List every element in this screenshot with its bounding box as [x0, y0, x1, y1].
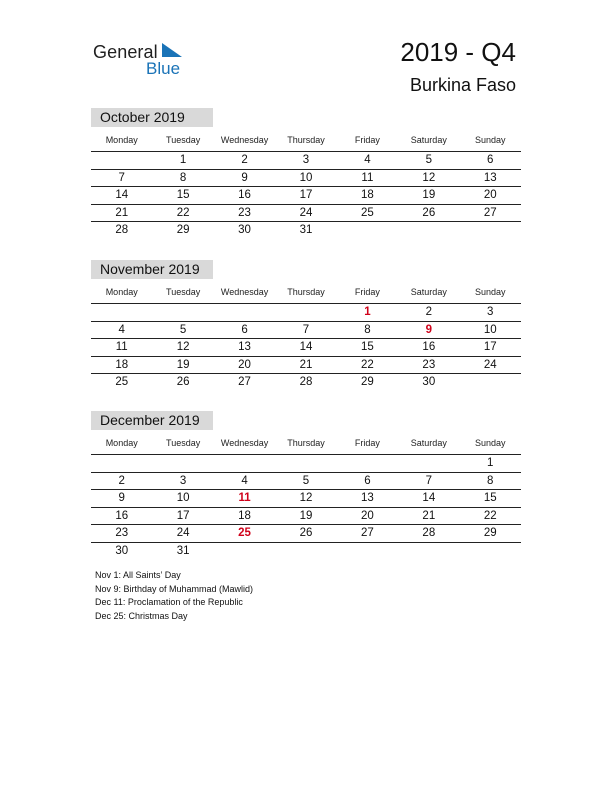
day-cell: 6: [364, 474, 371, 487]
day-cell: 22: [361, 358, 374, 371]
day-cell: [214, 543, 275, 560]
weekday-label: Thursday: [287, 438, 325, 448]
day-cell: 23: [115, 527, 129, 539]
weekday-label: Monday: [105, 287, 138, 297]
day-cell: 24: [176, 527, 190, 539]
week-row: [91, 339, 521, 357]
day-cell: 12: [422, 171, 436, 184]
weeks: [91, 455, 521, 559]
week-row: [91, 357, 521, 375]
day-cell: [398, 543, 459, 560]
day-cell: 2: [118, 474, 125, 487]
day-cell: 24: [483, 358, 497, 371]
day-cell: 20: [361, 509, 374, 522]
day-cell: 15: [361, 341, 374, 353]
logo-triangle-icon: [162, 43, 182, 59]
day-cell: 9: [425, 323, 433, 336]
day-cell: 29: [361, 376, 374, 388]
weekday-label: Saturday: [410, 287, 447, 297]
day-cell: 7: [302, 323, 310, 336]
weekday-label: Wednesday: [220, 287, 269, 297]
week-row: [91, 543, 521, 560]
weekday-label: Tuesday: [166, 438, 201, 448]
day-cell: 25: [361, 206, 374, 219]
day-cell: 29: [483, 527, 497, 539]
month-october: [91, 108, 521, 239]
day-cell: 7: [118, 171, 125, 184]
day-cell: 10: [299, 171, 313, 184]
day-cell: [91, 455, 152, 472]
logo-text-general: General: [93, 42, 158, 62]
day-cell: 27: [483, 206, 497, 219]
day-cell: [460, 222, 521, 239]
week-row: [91, 455, 521, 473]
day-cell: 1: [487, 457, 494, 469]
day-cell: 18: [115, 358, 129, 371]
day-cell: 16: [115, 509, 129, 522]
day-cell: 28: [299, 376, 313, 388]
holiday-note: Nov 9: Birthday of Muhammad (Mawlid): [95, 583, 254, 594]
day-cell: 3: [179, 474, 187, 487]
holiday-note: Dec 25: Christmas Day: [95, 610, 188, 621]
weekday-header: [91, 129, 521, 152]
week-row: [91, 304, 521, 322]
day-cell: [460, 374, 521, 391]
day-cell: 5: [179, 323, 187, 336]
day-cell: 7: [425, 474, 433, 487]
day-cell: 6: [241, 323, 248, 336]
day-cell: 30: [422, 376, 436, 388]
day-cell: [337, 222, 398, 239]
day-cell: [91, 304, 152, 321]
month-december: [91, 411, 521, 559]
day-cell: [337, 543, 398, 560]
generalblue-logo: [93, 40, 193, 80]
month-november: [91, 260, 521, 391]
day-cell: 13: [238, 341, 251, 353]
weekday-header: [91, 432, 521, 455]
day-cell: 28: [115, 224, 129, 236]
month-title: November 2019: [91, 260, 213, 279]
day-cell: 22: [483, 509, 497, 522]
day-cell: 23: [422, 358, 436, 371]
day-cell: 18: [238, 509, 251, 522]
day-cell: 10: [176, 492, 190, 504]
day-cell: [460, 543, 521, 560]
weekday-label: Sunday: [474, 438, 506, 448]
day-cell: [214, 455, 275, 472]
week-row: [91, 187, 521, 205]
day-cell: [152, 455, 213, 472]
day-cell: [214, 304, 275, 321]
day-cell: 1: [364, 306, 371, 318]
day-cell: 4: [364, 154, 371, 166]
day-cell: 31: [299, 224, 313, 236]
day-cell: 21: [299, 358, 313, 371]
day-cell: 26: [176, 376, 190, 388]
day-cell: 21: [115, 206, 129, 219]
day-cell: 18: [361, 189, 374, 201]
day-cell: [152, 304, 213, 321]
day-cell: [275, 455, 336, 472]
day-cell: 3: [487, 306, 494, 318]
weekday-label: Friday: [354, 287, 380, 297]
day-cell: 13: [361, 492, 374, 504]
weekday-label: Thursday: [287, 135, 325, 145]
day-cell: 5: [302, 474, 310, 487]
day-cell: 2: [241, 154, 248, 166]
day-cell: 6: [487, 154, 494, 166]
holiday-notes: [95, 569, 253, 623]
day-cell: 15: [176, 189, 190, 201]
logo-text-blue: Blue: [146, 59, 181, 78]
day-cell: 4: [118, 323, 125, 336]
holiday-note: Dec 11: Proclamation of the Republic: [95, 597, 243, 607]
day-cell: 9: [241, 171, 248, 184]
day-cell: 14: [299, 341, 313, 353]
day-cell: 14: [422, 492, 436, 504]
weekday-label: Friday: [354, 135, 380, 145]
day-cell: [275, 543, 336, 560]
day-cell: 8: [364, 323, 371, 336]
page-title: 2019 - Q4: [400, 37, 516, 67]
weeks: [91, 152, 521, 239]
day-cell: 30: [238, 224, 251, 236]
day-cell: 23: [238, 206, 251, 219]
day-cell: 27: [238, 376, 251, 388]
day-cell: 17: [483, 341, 497, 353]
week-row: [91, 508, 521, 526]
day-cell: 24: [299, 206, 313, 219]
day-cell: 29: [176, 224, 190, 236]
day-cell: 19: [422, 189, 436, 201]
day-cell: 30: [115, 544, 129, 557]
day-cell: 20: [483, 189, 497, 201]
day-cell: 12: [299, 492, 313, 504]
day-cell: 11: [238, 492, 251, 504]
day-cell: 12: [176, 341, 190, 353]
weekday-header: [91, 281, 521, 304]
day-cell: 11: [361, 171, 374, 184]
weekday-label: Monday: [105, 135, 138, 145]
day-cell: 27: [361, 527, 374, 539]
day-cell: 17: [176, 509, 190, 522]
week-row: [91, 152, 521, 170]
weekday-label: Tuesday: [166, 287, 201, 297]
day-cell: 31: [176, 544, 190, 557]
day-cell: 25: [238, 527, 251, 539]
week-row: [91, 222, 521, 239]
day-cell: 19: [299, 509, 313, 522]
day-cell: 15: [483, 492, 497, 504]
day-cell: 14: [115, 189, 129, 201]
day-cell: [275, 304, 336, 321]
day-cell: 1: [179, 154, 187, 166]
weekday-label: Thursday: [287, 287, 325, 297]
day-cell: 2: [425, 306, 433, 318]
day-cell: 3: [302, 154, 310, 166]
day-cell: 16: [238, 189, 251, 201]
day-cell: [91, 152, 152, 169]
week-row: [91, 374, 521, 391]
day-cell: 5: [425, 154, 433, 166]
day-cell: 17: [299, 189, 313, 201]
week-row: [91, 322, 521, 340]
day-cell: 9: [118, 492, 125, 504]
week-row: [91, 473, 521, 491]
day-cell: [398, 455, 459, 472]
day-cell: 13: [483, 171, 497, 184]
weekday-label: Saturday: [410, 438, 447, 448]
day-cell: 21: [422, 509, 436, 522]
day-cell: 16: [422, 341, 436, 353]
weekday-label: Sunday: [474, 287, 506, 297]
day-cell: 8: [179, 171, 187, 184]
weekday-label: Tuesday: [166, 135, 201, 145]
weeks: [91, 304, 521, 391]
day-cell: 25: [115, 376, 129, 388]
weekday-label: Saturday: [410, 135, 447, 145]
day-cell: [398, 222, 459, 239]
weekday-label: Wednesday: [220, 135, 269, 145]
day-cell: 8: [487, 474, 494, 487]
day-cell: 4: [241, 474, 248, 487]
day-cell: 10: [483, 323, 497, 336]
week-row: [91, 490, 521, 508]
country-name: Burkina Faso: [409, 75, 516, 95]
day-cell: 19: [176, 358, 190, 371]
weekday-label: Monday: [105, 438, 138, 448]
week-row: [91, 205, 521, 223]
week-row: [91, 170, 521, 188]
weekday-label: Wednesday: [220, 438, 269, 448]
weekday-label: Friday: [354, 438, 380, 448]
day-cell: 28: [422, 527, 436, 539]
week-row: [91, 525, 521, 543]
day-cell: 11: [115, 341, 128, 353]
month-title: October 2019: [91, 108, 213, 127]
month-title: December 2019: [91, 411, 213, 430]
weekday-label: Sunday: [474, 135, 506, 145]
day-cell: 22: [176, 206, 190, 219]
day-cell: [337, 455, 398, 472]
holiday-note: Nov 1: All Saints’ Day: [95, 570, 181, 580]
day-cell: 26: [422, 206, 436, 219]
day-cell: 20: [238, 358, 251, 371]
day-cell: 26: [299, 527, 313, 539]
